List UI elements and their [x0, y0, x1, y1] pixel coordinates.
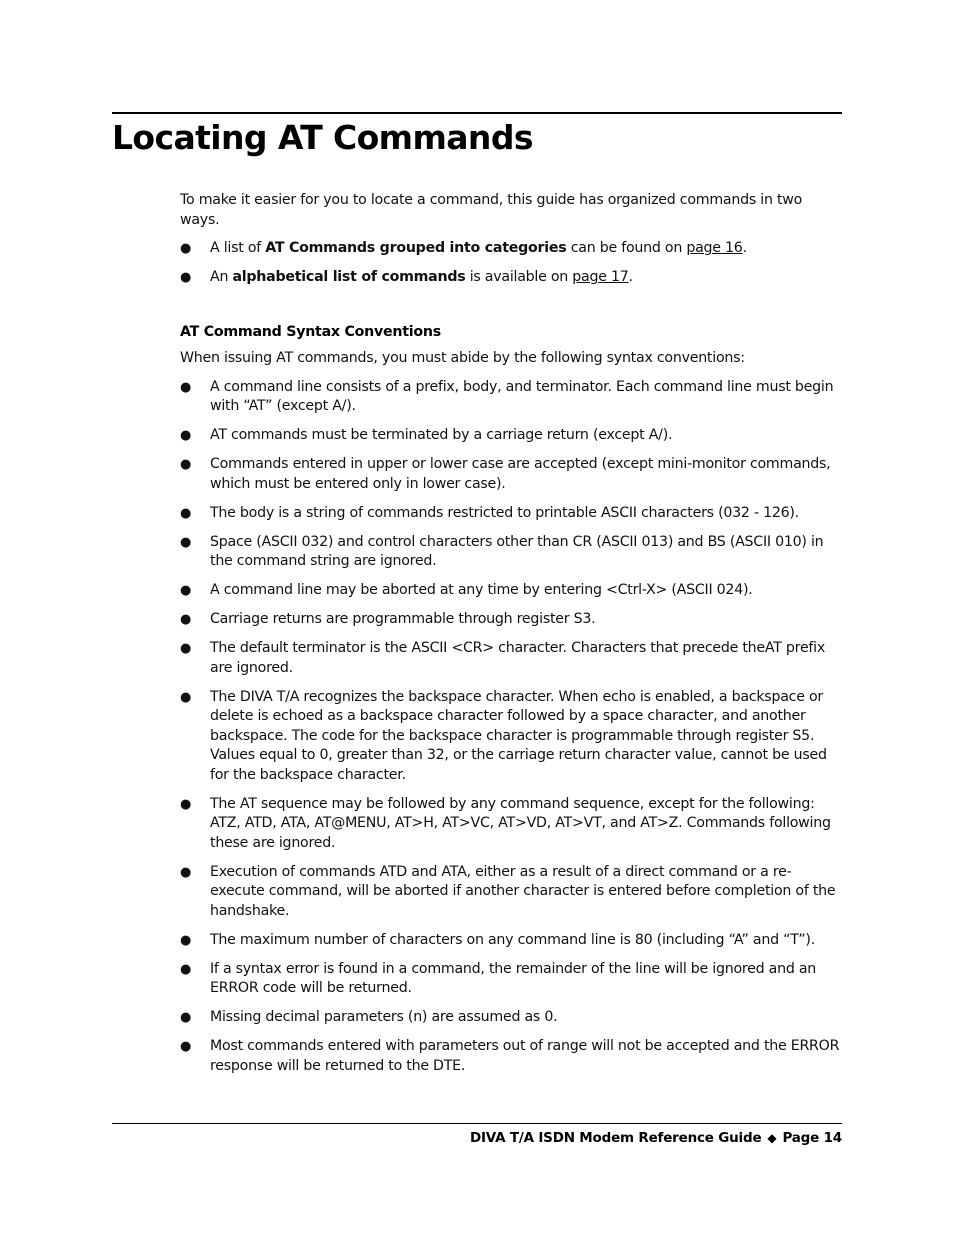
list-item: ● If a syntax error is found in a command, the remainder of the line will be ignored and an ERROR code will be returned. [180, 960, 817, 996]
list-item: ● Missing decimal parameters (n) are assumed as 0. [180, 1008, 840, 1028]
page-link-17[interactable]: page 17 [572, 269, 629, 285]
list-item: ● The default terminator is the ASCII <CR> character. Characters that precede theAT prefix are ignored. [180, 640, 826, 676]
syntax-rules-list [180, 378, 840, 1077]
bold-term: alphabetical list of commands [232, 269, 466, 285]
bullet-icon: ● [180, 1039, 192, 1054]
list-item: ● Commands entered in upper or lower case are accepted (except mini-monitor commands, which must be entered only in lower case). [180, 456, 831, 492]
list-item: ● The DIVA T/A recognizes the backspace character. When echo is enabled, a backspace or delete is echoed as a backspace character followed by a space character, and another backspace. The code for the backspace character is programmable through register S5. Values equal to 0, greater than 32, or the carriage return character value, cannot be used for the backspace character. [180, 688, 827, 783]
page-link-16[interactable]: page 16 [686, 240, 743, 256]
bullet-icon: ● [180, 961, 192, 977]
bullet-icon: ● [180, 864, 192, 880]
intro-paragraph: To make it easier for you to locate a command, this guide has organized commands in two ways. [180, 192, 803, 228]
page-footer [470, 1130, 842, 1146]
list-item: ● Most commands entered with parameters out of range will not be accepted and the ERROR response will be returned to the DTE. [180, 1038, 840, 1074]
section-heading: AT Command Syntax Conventions [180, 323, 441, 340]
top-rule [112, 112, 842, 114]
list-item: ● A command line may be aborted at any time by entering <Ctrl-X> (ASCII 024). [180, 581, 840, 601]
bullet-icon: ● [180, 689, 192, 705]
list-item: ● A list of AT Commands grouped into categories can be found on page 16. [180, 239, 840, 259]
footer-page-number: Page 14 [782, 1130, 842, 1146]
bullet-icon: ● [180, 534, 192, 550]
footer-guide-title: DIVA T/A ISDN Modem Reference Guide [469, 1130, 762, 1146]
bottom-rule [112, 1123, 842, 1124]
bullet-icon: ● [180, 505, 192, 521]
bullet-icon: ● [180, 379, 192, 395]
bullet-icon: ● [180, 932, 192, 948]
bullet-icon: ● [180, 457, 192, 472]
page-title: Locating AT Commands [112, 118, 533, 157]
list-item: ● The body is a string of commands restricted to printable ASCII characters (032 - 126). [180, 504, 840, 524]
list-item: ● AT commands must be terminated by a carriage return (except A/). [180, 426, 840, 446]
section-intro: When issuing AT commands, you must abide by the following syntax conventions: [180, 350, 745, 366]
bullet-icon: ● [180, 612, 192, 627]
bullet-icon: ● [180, 583, 192, 598]
diamond-icon: ◆ [767, 1131, 777, 1145]
bullet-icon: ● [180, 428, 192, 443]
locate-list [180, 239, 840, 288]
list-item: ● The maximum number of characters on any command line is 80 (including “A” and “T”). [180, 931, 840, 951]
list-item: ● A command line consists of a prefix, body, and terminator. Each command line must begin with “AT” (except A/). [180, 378, 834, 414]
bullet-icon: ● [180, 270, 192, 285]
list-item: ● Carriage returns are programmable through register S3. [180, 610, 840, 630]
list-item: ● Execution of commands ATD and ATA, either as a result of a direct command or a re-execute command, will be aborted if another character is entered before completion of the handshake. [180, 863, 836, 919]
main-content [180, 191, 840, 1076]
bullet-icon: ● [180, 241, 192, 256]
list-item: ● The AT sequence may be followed by any command sequence, except for the following: ATZ, ATD, ATA, AT@MENU, AT>H, AT>VC, AT>VD, AT>VT, and AT>Z. Commands following these are ignored. [180, 795, 831, 851]
bullet-icon: ● [180, 641, 192, 656]
list-item: ● Space (ASCII 032) and control characters other than CR (ASCII 013) and BS (ASCII 010) in the command string are ignored. [180, 533, 824, 569]
list-item: ● An alphabetical list of commands is available on page 17. [180, 268, 840, 288]
bullet-icon: ● [180, 1010, 192, 1025]
bullet-icon: ● [180, 796, 192, 812]
bold-term: AT Commands grouped into categories [265, 240, 567, 256]
